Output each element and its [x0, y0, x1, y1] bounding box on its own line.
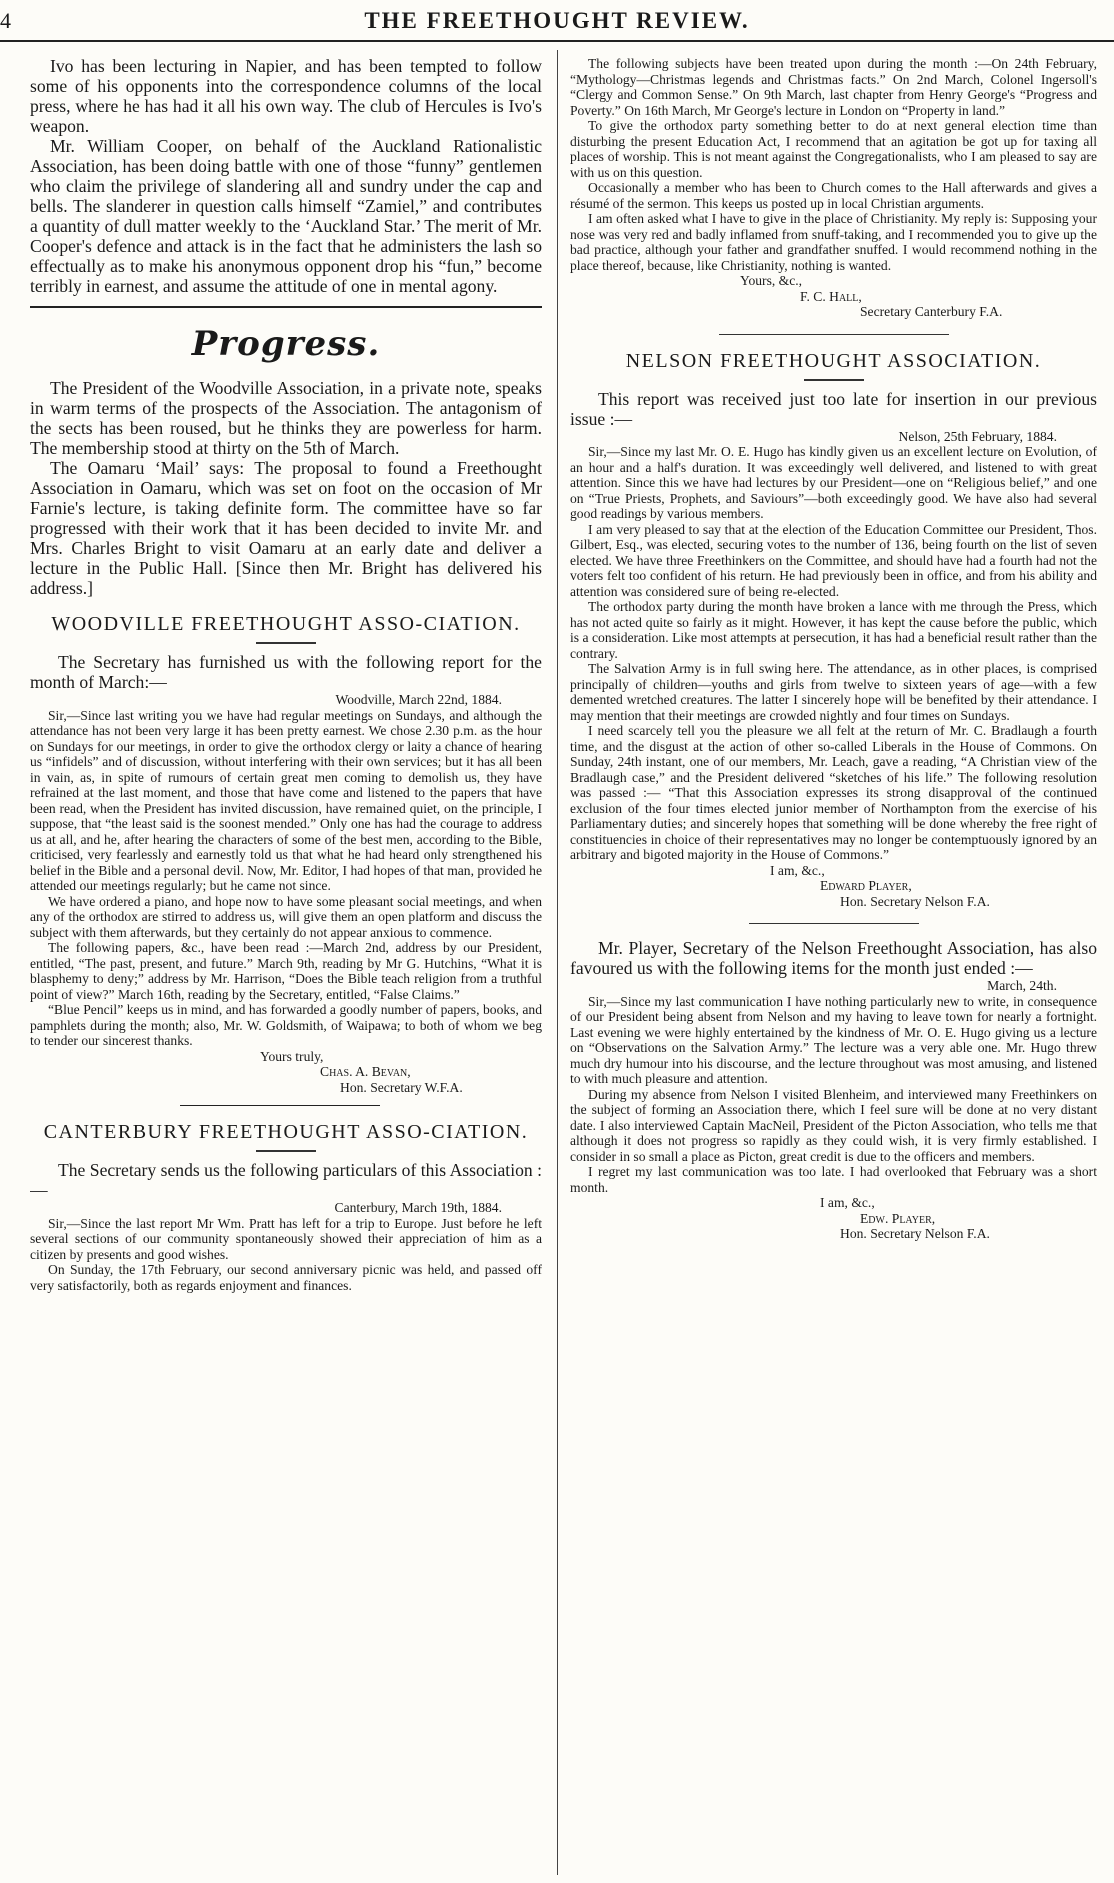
canterbury-intro: The Secretary sends us the following particulars of this Association :— [30, 1160, 542, 1200]
dateline: Woodville, March 22nd, 1884. [335, 692, 502, 707]
paragraph: I regret my last communication was too late. I had overlooked that February was a short month. [570, 1164, 1097, 1195]
nelson-heading: NELSON FREETHOUGHT ASSOCIATION. [625, 349, 1042, 372]
dateline: Nelson, 25th February, 1884. [898, 428, 1057, 444]
woodville-heading: WOODVILLE FREETHOUGHT ASSO-CIATION. [51, 613, 521, 635]
section-rule [30, 306, 542, 308]
paragraph: Occasionally a member who has been to Church comes to the Hall afterwards and gives a résumé of the sermon. This keeps us posted up in local Christian arguments. [570, 180, 1097, 211]
closing: Yours, &c., [740, 273, 803, 288]
canterbury-continued [570, 56, 1097, 320]
page-number: 4 [0, 8, 11, 33]
paragraph: The President of the Woodville Association, in a private note, speaks in warm terms of the prospects of the Association. The antagonism of the sects has been roused, but he thinks they are powerless for harm. The membership stood at thirty on the 5th of March. [30, 378, 542, 458]
signatory-title: Secretary Canterbury F.A. [860, 304, 1003, 319]
woodville-intro: The Secretary has furnished us with the following report for the month of March:— [30, 652, 542, 692]
nelson-intro: This report was received just too late for insertion in our previous issue :— [570, 388, 1097, 429]
heading-rule [256, 642, 316, 644]
dateline: March, 24th. [987, 978, 1057, 993]
paragraph: I am often asked what I have to give in the place of Christianity. My reply is: Supposing your nose was very red and badly inflamed from snuff-taking, and I recommended you to give up the bad practice, although your father and grandfather snuffed. I would recommend nothing in the place thereof, because, like Christianity, nothing is wanted. [570, 211, 1097, 273]
paragraph: Sir,—Since my last Mr. O. E. Hugo has kindly given us an excellent lecture on Evolution, of an hour and a half's duration. It was exceedingly well delivered, and listened to with great attention. Since this we have had lectures by our President—one on “Religious belief,” and one on “True Priests, Prophets, and Saviours”—both exceedingly good. We have also had several good readings by various members. [570, 444, 1097, 521]
running-title: THE FREETHOUGHT REVIEW. [364, 8, 750, 33]
nelson-letter [570, 429, 1097, 910]
header-rule [0, 40, 1114, 42]
paragraph: Ivo has been lecturing in Napier, and has been tempted to follow some of his opponents into the correspondence columns of the local press, where he has had it all his own way. The club of Hercules is Ivo's weapon. [30, 56, 542, 136]
progress-section [30, 378, 542, 598]
section-rule [749, 923, 919, 924]
signatory-title: Hon. Secretary Nelson F.A. [840, 893, 990, 909]
heading-rule [804, 379, 864, 381]
paragraph: The Salvation Army is in full swing here. The attendance, as in other places, is comprised principally of children—youths and girls from twelve to sixteen years of age—with a few demented wretched creatures. The latter I sincerely hope will be benefited by their attendance. I may mention that their meetings are crowded nightly and four times on Sundays. [570, 661, 1097, 723]
nelson2-letter [570, 978, 1097, 1242]
closing: I am, &c., [820, 1195, 875, 1210]
section-rule [180, 1105, 380, 1106]
paragraph: “Blue Pencil” keeps us in mind, and has forwarded a goodly number of papers, books, and pamphlets during the month; also, Mr. W. Goldsmith, of Waipawa; to both of whom we beg to tender our sincerest thanks. [30, 1002, 542, 1048]
right-column [570, 56, 1097, 1876]
signatory-title: Hon. Secretary Nelson F.A. [840, 1226, 990, 1241]
canterbury-letter [30, 1200, 542, 1293]
signatory: Chas. A. Bevan, [320, 1064, 411, 1079]
signatory: Edward Player, [820, 878, 912, 893]
page-header [0, 8, 1114, 42]
signatory: Edw. Player, [860, 1210, 936, 1226]
paragraph: During my absence from Nelson I visited Blenheim, and interviewed many Freethinkers on the subject of forming an Association there, which I feel sure will be done at no very distant date. I also interviewed Captain MacNeil, President of the Picton Association, who tells me that although it does not progress so rapidly as they could wish, it is very firmly established. I consider in so small a place as Picton, great credit is due to the officers and members. [570, 1086, 1097, 1164]
paragraph: I need scarcely tell you the pleasure we all felt at the return of Mr. C. Bradlaugh a fourth time, and the disgust at the action of other so-called Liberals in the House of Commons. On Sunday, 24th instant, one of our members, Mr. Leach, gave a reading, “A Christian view of the Bradlaugh case,” and the President delivered “sketches of his life.” The following resolution was passed :— “That this Association expresses its strong disapproval of the continued exclusion of the four times elected junior member of Northampton from the exercise of his Parliamentary duties; and sincerely hopes that something will be done whereby the free right of constituencies in choice of their representatives may no longer be contemptuously ignored by an arbitrary and bigoted majority in the House of Commons.” [570, 723, 1097, 862]
dateline: Canterbury, March 19th, 1884. [334, 1200, 502, 1215]
nelson2-intro: Mr. Player, Secretary of the Nelson Freethought Association, has also favoured us with the following items for the month just ended :— [570, 938, 1097, 978]
paragraph: The following papers, &c., have been read :—March 2nd, address by our President, entitled, “The past, present, and future.” March 9th, reading by Mr G. Hutchins, “What it is blasphemy to deny;” address by Mr. Harrison, “Does the Bible teach religion from a truthful point of view?” March 16th, reading by the Secretary, entitled, “False Claims.” [30, 940, 542, 1002]
progress-heading: Progress. [191, 324, 381, 364]
closing: Yours truly, [260, 1048, 324, 1064]
signatory-title: Hon. Secretary W.F.A. [340, 1079, 463, 1095]
paragraph: Sir,—Since my last communication I have nothing particularly new to write, in consequence of our President being absent from Nelson and my having to leave town for nearly a fortnight. Last evening we were highly entertained by the kindness of Mr. O. E. Hugo giving us a lecture on “Observations on the Salvation Army.” The lecture was a very able one. Mr. Hugo threw much dry humour into his discourse, and the lecture throughout was most amusing, and listened to with much pleasure and attention. [570, 993, 1097, 1086]
paragraph: On Sunday, the 17th February, our second anniversary picnic was held, and passed off very satisfactorily, both as regards enjoyment and finances. [30, 1262, 542, 1293]
paragraph: I am very pleased to say that at the election of the Education Committee our President, Thos. Gilbert, Esq., was elected, securing votes to the number of 136, being fourth on the list of seven elected. We have three Freethinkers on the Committee, and should have had a fourth had not the voters felt too confident of his return. He had previously been in office, and from his ability and attention was considered sure of being re-elected. [570, 521, 1097, 599]
paragraph: The Oamaru ‘Mail’ says: The proposal to found a Freethought Association in Oamaru, which was set on foot on the occasion of Mr Farnie's lecture, is taking definite form. The committee have so far progressed with their work that it has been decided to invite Mr. and Mrs. Charles Bright to visit Oamaru at an early date and deliver a lecture in the Public Hall. [Since then Mr. Bright has delivered his address.] [30, 458, 542, 598]
intro-notes [30, 56, 542, 296]
heading-rule [256, 1150, 316, 1152]
paragraph: Mr. William Cooper, on behalf of the Auckland Rationalistic Association, has been doing battle with one of those “funny” gentlemen who claim the privilege of slandering all and sundry under the cap and bells. The slanderer in question calls himself “Zamiel,” and contributes a quantity of dull matter weekly to the ‘Auckland Star.’ The merit of Mr. Cooper's defence and attack is in the fact that he administers the lash so effectually as to make his anonymous opponent drop his “fun,” become terribly in earnest, and assume the attitude of one in mental agony. [30, 136, 542, 296]
column-divider [557, 50, 558, 1875]
section-rule [719, 334, 949, 335]
paragraph: To give the orthodox party something better to do at next general election time than disturbing the present Education Act, I recommend that an agitation be got up for taxing all places of worship. This is not meant against the Congregationalists, who I am pleased to say are with us on this question. [570, 118, 1097, 180]
closing: I am, &c., [770, 862, 825, 878]
canterbury-heading: CANTERBURY FREETHOUGHT ASSO-CIATION. [43, 1121, 529, 1143]
paragraph: The following subjects have been treated upon during the month :—On 24th February, “Mythology—Christmas legends and Christmas facts.” On 2nd March, Colonel Ingersoll's “Clergy and Common Sense.” On 9th March, last chapter from Henry George's “Progress and Poverty.” On 16th March, Mr George's lecture in London on “Property in land.” [570, 56, 1097, 118]
paragraph: Sir,—Since the last report Mr Wm. Pratt has left for a trip to Europe. Just before he left several sections of our community spontaneously showed their appreciation of him as a citizen by presents and good wishes. [30, 1215, 542, 1262]
paragraph: The orthodox party during the month have broken a lance with me through the Press, which has not acted quite so fairly as it might. However, it has kept the cause before the public, which is a consideration. Like most attempts at persecution, it has had a beneficial result rather than the contrary. [570, 599, 1097, 661]
signatory: F. C. Hall, [800, 288, 862, 304]
paragraph: We have ordered a piano, and hope now to have some pleasant social meetings, and when any of the orthodox are stirred to address us, will give them an open platform and discuss the subject with them afterwards, but they certainly do not appear anxious to commence. [30, 893, 542, 940]
left-column [30, 56, 542, 1876]
paragraph: Sir,—Since last writing you we have had regular meetings on Sundays, and although the attendance has not been very large it has been pretty earnest. We chose 2.30 p.m. as the hour on Sundays for our meetings, in order to give the orthodox clergy or laity a chance of hearing us “infidels” and of discussion, without interfering with their own services; but it has all been in vain, as, in spite of rumours of certain great men coming to demolish us, they have refrained at the last moment, and those that have come and listened to the papers that have been read, when the President has invited discussion, have remained quiet, on the principle, I suppose, that “the least said is the soonest mended.” Only one has had the courage to address us at all, and he, after hearing the characters of some of the best men, according to the Bible, criticised, very fearlessly and earnestly told us that what he had heard only strengthened his belief in the Bible and a personal devil. Now, Mr. Editor, I had hopes of that man, provided he attended our meetings regularly; but he came not since. [30, 707, 542, 893]
woodville-letter [30, 692, 542, 1095]
